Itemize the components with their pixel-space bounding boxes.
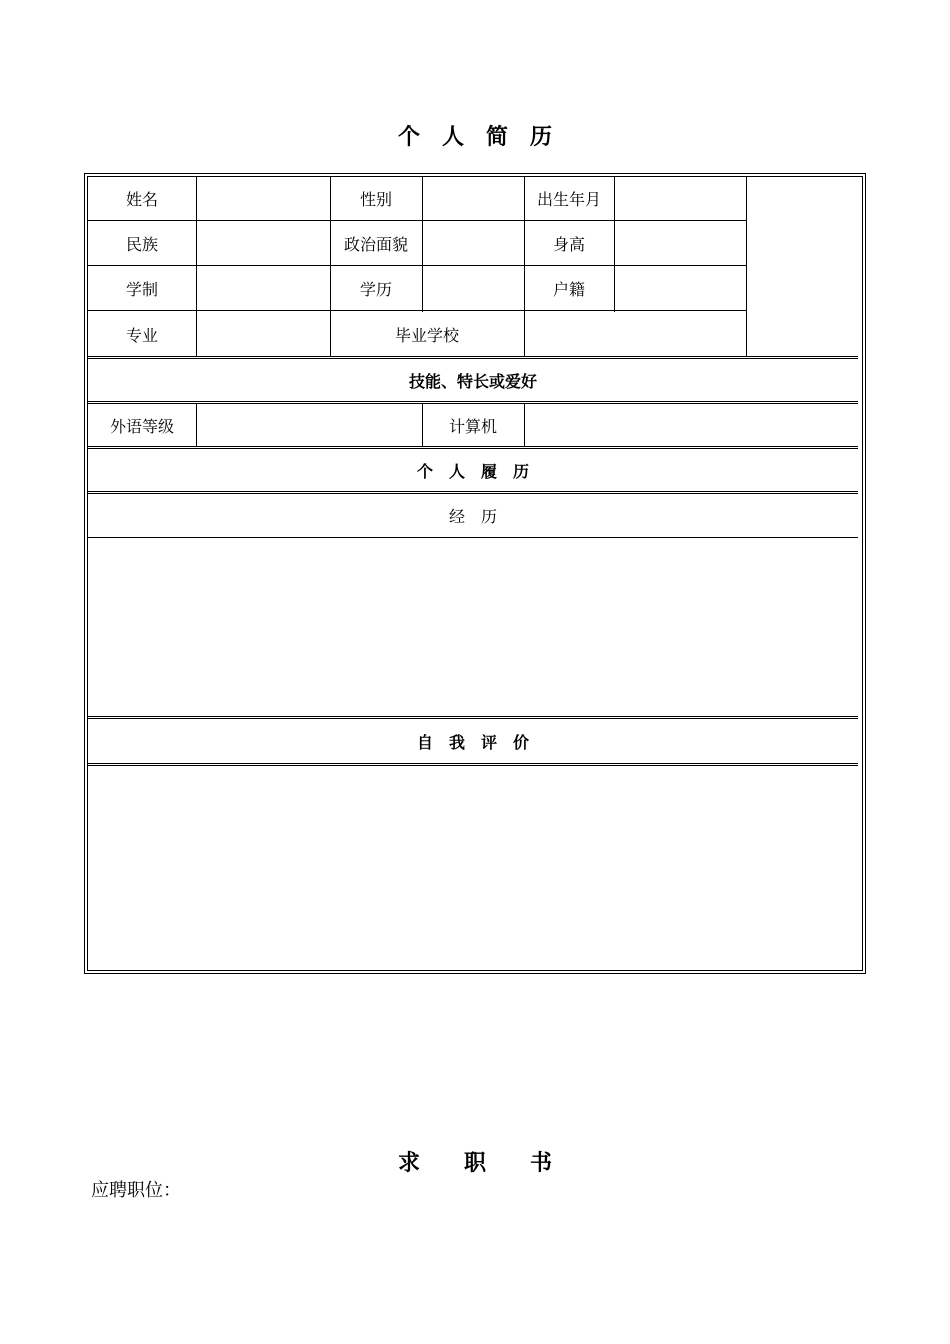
name-field[interactable]	[197, 177, 330, 220]
resume-table	[84, 173, 866, 974]
gender-label: 性别	[359, 190, 392, 209]
major-field[interactable]	[197, 311, 330, 357]
birth-label: 出生年月	[536, 190, 601, 209]
education-field[interactable]	[423, 266, 524, 310]
education-label: 学历	[359, 279, 392, 299]
self-eval-header: 自 我 评 价	[416, 732, 529, 752]
photo-area[interactable]	[747, 177, 858, 357]
major-label: 专业	[125, 325, 158, 345]
self-eval-content[interactable]	[88, 766, 858, 965]
schooling-field[interactable]	[197, 266, 330, 310]
school-label: 毕业学校	[394, 325, 459, 345]
skills-header: 技能、特长或爱好	[408, 372, 537, 391]
schooling-label: 学制	[125, 279, 158, 299]
ethnicity-label: 民族	[125, 234, 158, 254]
resume-table-inner	[87, 176, 863, 971]
hukou-label: 户籍	[552, 279, 585, 299]
computer-field[interactable]	[525, 404, 858, 447]
language-label: 外语等级	[109, 417, 174, 436]
position-label: 应聘职位：	[91, 1180, 181, 1201]
experience-label: 经 历	[448, 507, 497, 526]
ethnicity-field[interactable]	[197, 221, 330, 265]
name-label: 姓名	[125, 190, 158, 209]
cover-letter-title: 求 职 书	[397, 1150, 552, 1176]
birth-field[interactable]	[615, 177, 746, 220]
resume-title: 个 人 简 历	[397, 124, 552, 150]
political-field[interactable]	[423, 221, 524, 265]
height-label: 身高	[552, 234, 585, 254]
gender-field[interactable]	[423, 177, 524, 220]
hukou-field[interactable]	[615, 266, 746, 310]
school-field[interactable]	[525, 311, 746, 357]
experience-content[interactable]	[88, 538, 858, 715]
history-header: 个 人 履 历	[416, 462, 529, 481]
height-field[interactable]	[615, 221, 746, 265]
language-field[interactable]	[197, 404, 422, 447]
political-label: 政治面貌	[343, 234, 408, 254]
computer-label: 计算机	[448, 417, 497, 436]
